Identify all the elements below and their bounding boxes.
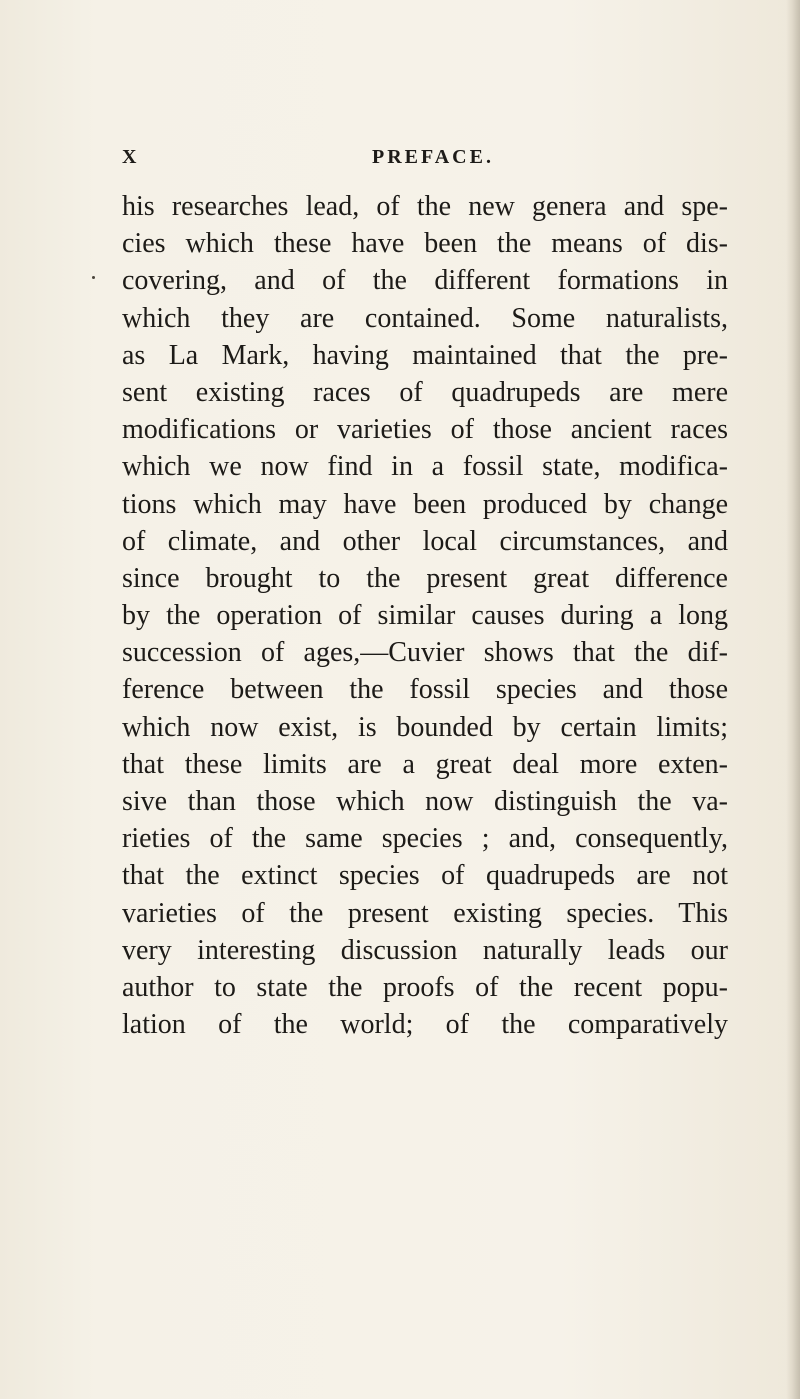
text-line: varieties of the present existing species. This (122, 897, 728, 929)
body-text (122, 188, 728, 1043)
text-line: sive than those which now distinguish the va- (122, 786, 728, 817)
text-line: very interesting discussion naturally leads our (122, 934, 728, 966)
page-edge-shadow (786, 0, 800, 1399)
text-line: which they are contained. Some naturalists, (122, 302, 728, 334)
text-line: that these limits are a great deal more exten- (122, 748, 728, 780)
text-line: cies which these have been the means of dis- (122, 228, 728, 260)
text-line: rieties of the same species ; and, consequently, (122, 823, 728, 855)
text-line: that the extinct species of quadrupeds are not (122, 860, 728, 892)
text-line: ference between the fossil species and those (122, 674, 728, 706)
text-line: covering, and of the different formations in (122, 265, 728, 297)
text-line: which we now find in a fossil state, modifica- (122, 451, 728, 483)
text-line: author to state the proofs of the recent popu- (122, 971, 728, 1003)
text-line: his researches lead, of the new genera and spe- (122, 191, 728, 222)
text-line: lation of the world; of the comparatively (122, 1009, 728, 1041)
page-number: X (122, 146, 138, 168)
text-line: succession of ages,—Cuvier shows that the dif- (122, 637, 728, 669)
text-line: since brought to the present great difference (122, 562, 728, 594)
running-head (122, 146, 728, 170)
ink-speck (92, 276, 95, 279)
section-title: PREFACE. (372, 146, 494, 168)
text-line: which now exist, is bounded by certain limits; (122, 711, 728, 743)
text-line: tions which may have been produced by change (122, 488, 728, 520)
text-line: modifications or varieties of those ancient races (122, 414, 728, 446)
text-line: sent existing races of quadrupeds are mere (122, 376, 728, 408)
text-line: as La Mark, having maintained that the pre- (122, 339, 728, 371)
text-line: of climate, and other local circumstances, and (122, 525, 728, 557)
text-line: by the operation of similar causes during a long (122, 600, 728, 632)
